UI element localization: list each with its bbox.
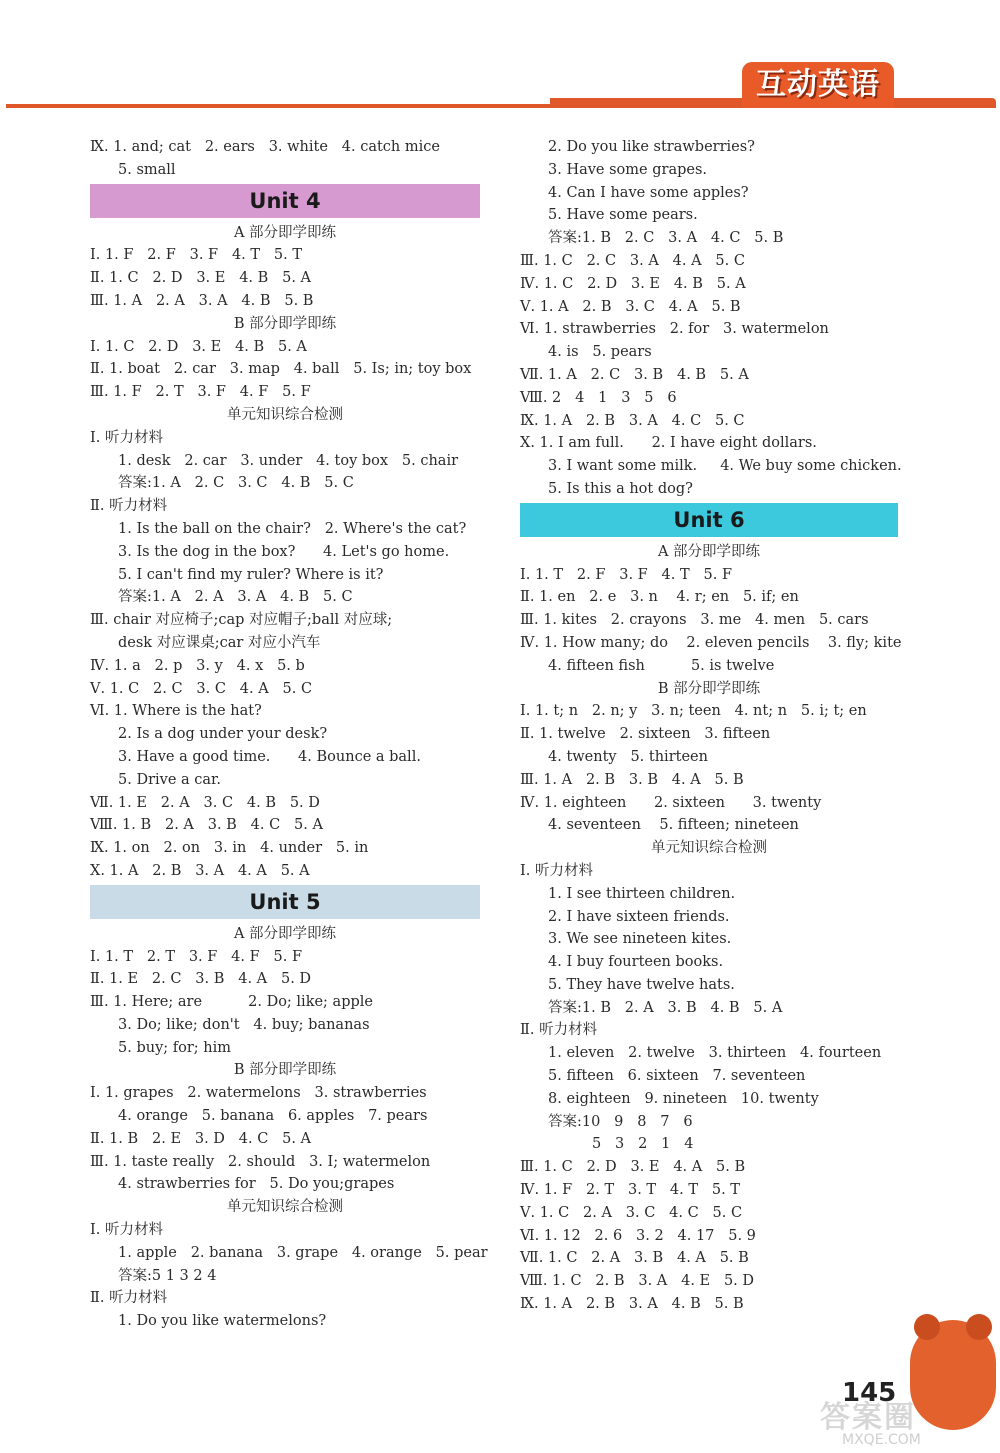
answer-line: 5. Drive a car. <box>118 771 221 788</box>
answer-line: 1. desk 2. car 3. under 4. toy box 5. chair <box>118 452 459 469</box>
answer-line: Ⅰ. 听力材料 <box>90 429 163 446</box>
answer-line: 4. strawberries for 5. Do you;grapes <box>118 1176 395 1193</box>
answer-line: 2. Is a dog under your desk? <box>118 726 328 743</box>
answer-line: 答案:5 1 3 2 4 <box>118 1267 217 1284</box>
answer-line: Ⅰ. 1. T 2. T 3. F 4. F 5. F <box>90 948 302 965</box>
answer-line: 答案:10 9 8 7 6 <box>548 1113 693 1130</box>
answer-line: Ⅷ. 1. C 2. B 3. A 4. E 5. D <box>520 1273 755 1290</box>
answer-column-left <box>90 136 488 1333</box>
answer-line: Ⅸ. 1. on 2. on 3. in 4. under 5. in <box>90 840 369 857</box>
answer-line: Ⅲ. 1. Here; are 2. Do; like; apple <box>90 994 373 1011</box>
answer-line: 5. small <box>118 161 176 178</box>
answer-line: 1. I see thirteen children. <box>548 885 736 902</box>
section-heading: A 部分即学即练 <box>233 925 337 942</box>
answer-line: Ⅰ. 1. t; n 2. n; y 3. n; teen 4. nt; n 5. i; t; en <box>520 703 867 720</box>
answer-line: Ⅲ. 1. A 2. B 3. B 4. A 5. B <box>520 771 744 788</box>
section-heading: B 部分即学即练 <box>233 315 337 332</box>
answer-line: 3. Have a good time. 4. Bounce a ball. <box>118 748 421 765</box>
answer-line: 8. eighteen 9. nineteen 10. twenty <box>548 1090 819 1107</box>
answer-line: Ⅲ. 1. taste really 2. should 3. I; watermelon <box>90 1153 431 1170</box>
answer-line: 3. Have some grapes. <box>548 161 707 178</box>
answer-line: Ⅷ. 1. B 2. A 3. B 4. C 5. A <box>90 817 323 834</box>
answer-line: Ⅶ. 1. A 2. C 3. B 4. B 5. A <box>520 366 749 383</box>
answer-line: Ⅲ. 1. C 2. C 3. A 4. A 5. C <box>520 252 745 269</box>
answer-line: Ⅱ. 听力材料 <box>520 1022 598 1039</box>
answer-line: Ⅳ. 1. F 2. T 3. T 4. T 5. T <box>520 1182 740 1199</box>
answer-line: 1. eleven 2. twelve 3. thirteen 4. fourteen <box>548 1045 882 1062</box>
answer-line: Ⅳ. 1. How many; do 2. eleven pencils 3. fly; kite <box>520 634 902 651</box>
book-logo: 互动英语 <box>742 62 894 108</box>
answer-line: Ⅰ. 1. T 2. F 3. F 4. T 5. F <box>520 566 732 583</box>
answer-line: Ⅲ. 1. A 2. A 3. A 4. B 5. B <box>90 292 314 309</box>
answer-line: 4. I buy fourteen books. <box>548 954 724 971</box>
unit-heading: Unit 6 <box>520 503 898 537</box>
answer-line: 3. Is the dog in the box? 4. Let's go home. <box>118 543 450 560</box>
answer-line: Ⅱ. 1. E 2. C 3. B 4. A 5. D <box>90 971 312 988</box>
section-heading: 单元知识综合检测 <box>651 840 767 857</box>
answer-line: Ⅴ. 1. C 2. C 3. C 4. A 5. C <box>90 680 313 697</box>
answer-line: Ⅰ. 1. grapes 2. watermelons 3. strawberries <box>90 1085 427 1102</box>
answer-line: Ⅳ. 1. C 2. D 3. E 4. B 5. A <box>520 275 746 292</box>
answer-line: 5. Have some pears. <box>548 207 698 224</box>
answer-line: Ⅶ. 1. E 2. A 3. C 4. B 5. D <box>90 794 320 811</box>
answer-line: Ⅰ. 听力材料 <box>90 1222 163 1239</box>
answer-line: 答案:1. B 2. A 3. B 4. B 5. A <box>548 999 783 1016</box>
answer-line: Ⅲ. chair 对应椅子;cap 对应帽子;ball 对应球; <box>90 612 393 629</box>
answer-line: 5. fifteen 6. sixteen 7. seventeen <box>548 1068 806 1085</box>
answer-line: Ⅰ. 1. F 2. F 3. F 4. T 5. T <box>90 247 302 264</box>
answer-line: 1. Do you like watermelons? <box>118 1313 327 1330</box>
section-heading: 单元知识综合检测 <box>227 406 343 423</box>
watermark-url: MXQE.COM <box>842 1432 921 1448</box>
answer-line: 4. Can I have some apples? <box>548 184 749 201</box>
unit-heading: Unit 5 <box>90 885 480 919</box>
unit-heading: Unit 4 <box>90 184 480 218</box>
answer-line: Ⅵ. 1. Where is the hat? <box>90 703 262 720</box>
answer-line: 5. They have twelve hats. <box>548 976 735 993</box>
answer-line: 答案:1. B 2. C 3. A 4. C 5. B <box>548 230 784 247</box>
answer-line: 4. seventeen 5. fifteen; nineteen <box>548 817 799 834</box>
answer-line: 5. buy; for; him <box>118 1039 231 1056</box>
answer-line: 4. orange 5. banana 6. apples 7. pears <box>118 1108 428 1125</box>
page-number: 145 <box>842 1378 897 1408</box>
answer-line: Ⅹ. 1. A 2. B 3. A 4. A 5. A <box>90 862 310 879</box>
answer-line: Ⅱ. 1. boat 2. car 3. map 4. ball 5. Is; in; toy box <box>90 361 472 378</box>
answer-line: Ⅸ. 1. A 2. B 3. A 4. B 5. B <box>520 1296 744 1313</box>
answer-line: Ⅳ. 1. a 2. p 3. y 4. x 5. b <box>90 657 305 674</box>
answer-line: Ⅱ. 听力材料 <box>90 498 168 515</box>
answer-line: 3. I want some milk. 4. We buy some chicken. <box>548 458 902 475</box>
answer-line: 2. I have sixteen friends. <box>548 908 730 925</box>
answer-line: 4. is 5. pears <box>548 344 652 361</box>
answer-line: 答案:1. A 2. C 3. C 4. B 5. C <box>118 475 354 492</box>
answer-line: 答案:1. A 2. A 3. A 4. B 5. C <box>118 589 353 606</box>
answer-line: Ⅱ. 1. en 2. e 3. n 4. r; en 5. if; en <box>520 589 799 606</box>
section-heading: 单元知识综合检测 <box>227 1199 343 1216</box>
answer-line: 2. Do you like strawberries? <box>548 139 755 155</box>
section-heading: A 部分即学即练 <box>657 543 761 560</box>
answer-line: 3. We see nineteen kites. <box>548 931 732 948</box>
section-heading: B 部分即学即练 <box>657 680 761 697</box>
answer-line: 4. fifteen fish 5. is twelve <box>548 657 775 674</box>
answer-line: Ⅵ. 1. 12 2. 6 3. 2 4. 17 5. 9 <box>520 1227 756 1244</box>
answer-line: Ⅱ. 1. B 2. E 3. D 4. C 5. A <box>90 1130 312 1147</box>
answer-column-right <box>520 136 902 1316</box>
answer-line: Ⅴ. 1. C 2. A 3. C 4. C 5. C <box>520 1204 743 1221</box>
answer-line: Ⅷ. 2 4 1 3 5 6 <box>520 389 677 406</box>
answer-line: Ⅵ. 1. strawberries 2. for 3. watermelon <box>520 321 829 338</box>
answer-line: Ⅲ. 1. F 2. T 3. F 4. F 5. F <box>90 384 311 401</box>
answer-line: 5. Is this a hot dog? <box>548 480 693 497</box>
section-heading: A 部分即学即练 <box>233 224 337 241</box>
answer-line: Ⅱ. 1. C 2. D 3. E 4. B 5. A <box>90 270 312 287</box>
answer-line: desk 对应课桌;car 对应小汽车 <box>118 634 321 651</box>
answer-line: 5 3 2 1 4 <box>592 1136 694 1153</box>
bear-mascot-icon <box>910 1320 996 1430</box>
answer-line: 5. I can't find my ruler? Where is it? <box>118 566 384 583</box>
answer-line: Ⅲ. 1. kites 2. crayons 3. me 4. men 5. cars <box>520 612 869 629</box>
answer-line: Ⅰ. 1. C 2. D 3. E 4. B 5. A <box>90 338 307 355</box>
answer-line: Ⅶ. 1. C 2. A 3. B 4. A 5. B <box>520 1250 749 1267</box>
answer-line: Ⅳ. 1. eighteen 2. sixteen 3. twenty <box>520 794 822 811</box>
answer-line: Ⅱ. 1. twelve 2. sixteen 3. fifteen <box>520 726 771 743</box>
answer-line: Ⅹ. 1. I am full. 2. I have eight dollars. <box>520 435 817 452</box>
answer-line: 1. apple 2. banana 3. grape 4. orange 5. pear <box>118 1244 488 1261</box>
answer-line: Ⅲ. 1. C 2. D 3. E 4. A 5. B <box>520 1159 746 1176</box>
section-heading: B 部分即学即练 <box>233 1062 337 1079</box>
answer-line: Ⅱ. 听力材料 <box>90 1290 168 1307</box>
answer-line: Ⅸ. 1. A 2. B 3. A 4. C 5. C <box>520 412 745 429</box>
watermark-logo: 答案圈 <box>820 1400 916 1435</box>
answer-line: Ⅰ. 听力材料 <box>520 862 593 879</box>
answer-line: 4. twenty 5. thirteen <box>548 748 708 765</box>
answer-line: 3. Do; like; don't 4. buy; bananas <box>118 1016 370 1033</box>
answer-line: 1. Is the ball on the chair? 2. Where's the cat? <box>118 520 467 537</box>
answer-line: Ⅴ. 1. A 2. B 3. C 4. A 5. B <box>520 298 741 315</box>
answer-line: Ⅸ. 1. and; cat 2. ears 3. white 4. catch mice <box>90 139 440 155</box>
